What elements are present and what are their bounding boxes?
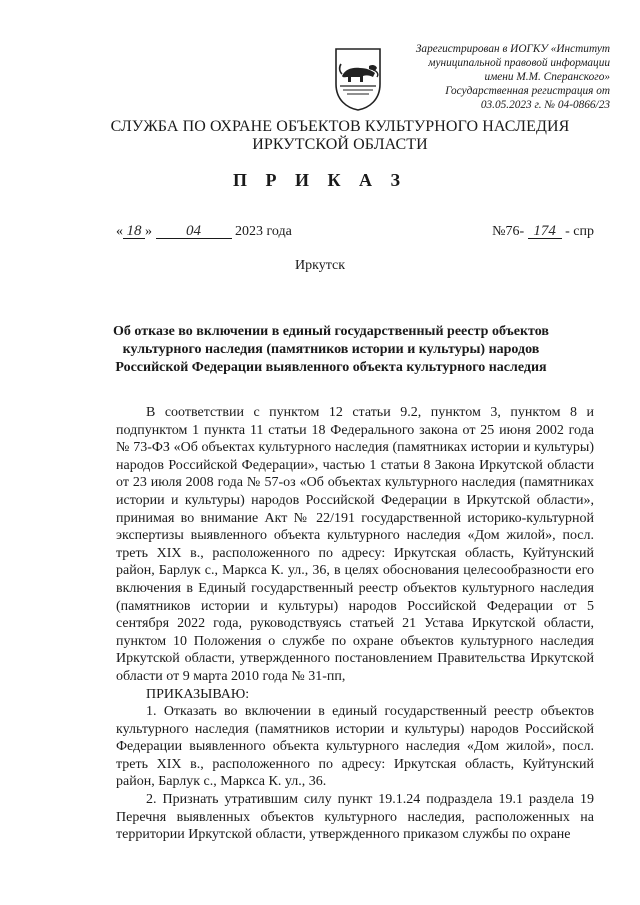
registration-line: Государственная регистрация от xyxy=(445,85,610,97)
preamble-paragraph: В соответствии с пунктом 12 статьи 9.2, пунктом 3, пунктом 8 и подпунктом 1 пункта 11 статьи 18 Федерального закона от 25 июня 2002 года № 73-ФЗ «Об объектах культурного наследия (памятниках истории и культуры) народов Российской Федерации», частью 1 статьи 8 Закона Иркутской области от 23 июля 2008 года № 57-оз «Об объектах культурного наследия (памятниках истории и культуры) народов Российской Федерации в Иркутской области», принимая во внимание Акт № 22/191 государственной историко-культурной экспертизы выявленного объекта культурного наследия «Дом жилой», посл. треть XIX в., расположенного по адресу: Иркутская область, Куйтунский район, Барлук с., Маркса К. ул., 36, в целях обоснования целесообразности его включения в Единый государственный реестр объектов культурного наследия (памятников истории и культуры) народов Российской Федерации от 5 сентября 2022 года, руководствуясь статьей 21 Устава Иркутской области, пунктом 10 Положения о службе по охране объектов культурного наследия Иркутской области, утвержденного постановлением Правительства Иркутской области от 9 марта 2010 года № 31-пп, xyxy=(116,405,594,684)
number-handwritten: 174 xyxy=(528,224,562,239)
order-number xyxy=(492,224,594,240)
clause-1: 1. Отказать во включении в единый государственный реестр объектов культурного наследия (памятников истории и культуры) народов Российской Федерации выявленного объекта культурного наследия «Дом жилой», посл. треть XIX в., расположенного по адресу: Иркутская область, Куйтунский район, Барлук с., Маркса К. ул., 36. xyxy=(116,704,594,790)
command-word: ПРИКАЗЫВАЮ: xyxy=(146,686,250,702)
clause-2: 2. Признать утратившим силу пункт 19.1.24 подраздела 19.1 раздела 19 Перечня выявленных объектов культурного наследия, расположенных на территории Иркутской области, утвержденного приказом службы по охране xyxy=(116,792,594,843)
number-suffix: - спр xyxy=(565,224,594,239)
order-body xyxy=(116,404,594,844)
date-year: 2023 года xyxy=(235,224,292,239)
organization-line-2: ИРКУТСКОЙ ОБЛАСТИ xyxy=(252,136,428,153)
registration-line: Зарегистрирован в ИОГКУ «Институт xyxy=(415,43,610,55)
document-type: П Р И К А З xyxy=(232,170,408,190)
organization-line-1: СЛУЖБА ПО ОХРАНЕ ОБЪЕКТОВ КУЛЬТУРНОГО НАСЛЕДИЯ xyxy=(110,118,570,135)
registration-line: 03.05.2023 г. № 04-0866/23 xyxy=(480,99,610,111)
number-prefix: №76- xyxy=(492,224,525,239)
registration-stamp xyxy=(400,42,610,112)
date-month: 04 xyxy=(156,224,232,239)
order-date xyxy=(116,224,292,240)
date-day: 18 xyxy=(123,224,145,239)
organization-name xyxy=(90,118,590,154)
city: Иркутск xyxy=(294,258,346,273)
date-quote-open: « xyxy=(116,224,123,239)
order-title: Об отказе во включении в единый государственный реестр объектов культурного наследия (памятников истории и культуры) народов Российской Федерации выявленного объекта культурного наследия xyxy=(113,324,549,375)
date-quote-close: » xyxy=(145,224,152,239)
coat-of-arms-emblem-icon xyxy=(333,46,383,112)
registration-line: муниципальной правовой информации xyxy=(428,57,610,69)
registration-line: имени М.М. Сперанского» xyxy=(484,71,610,83)
